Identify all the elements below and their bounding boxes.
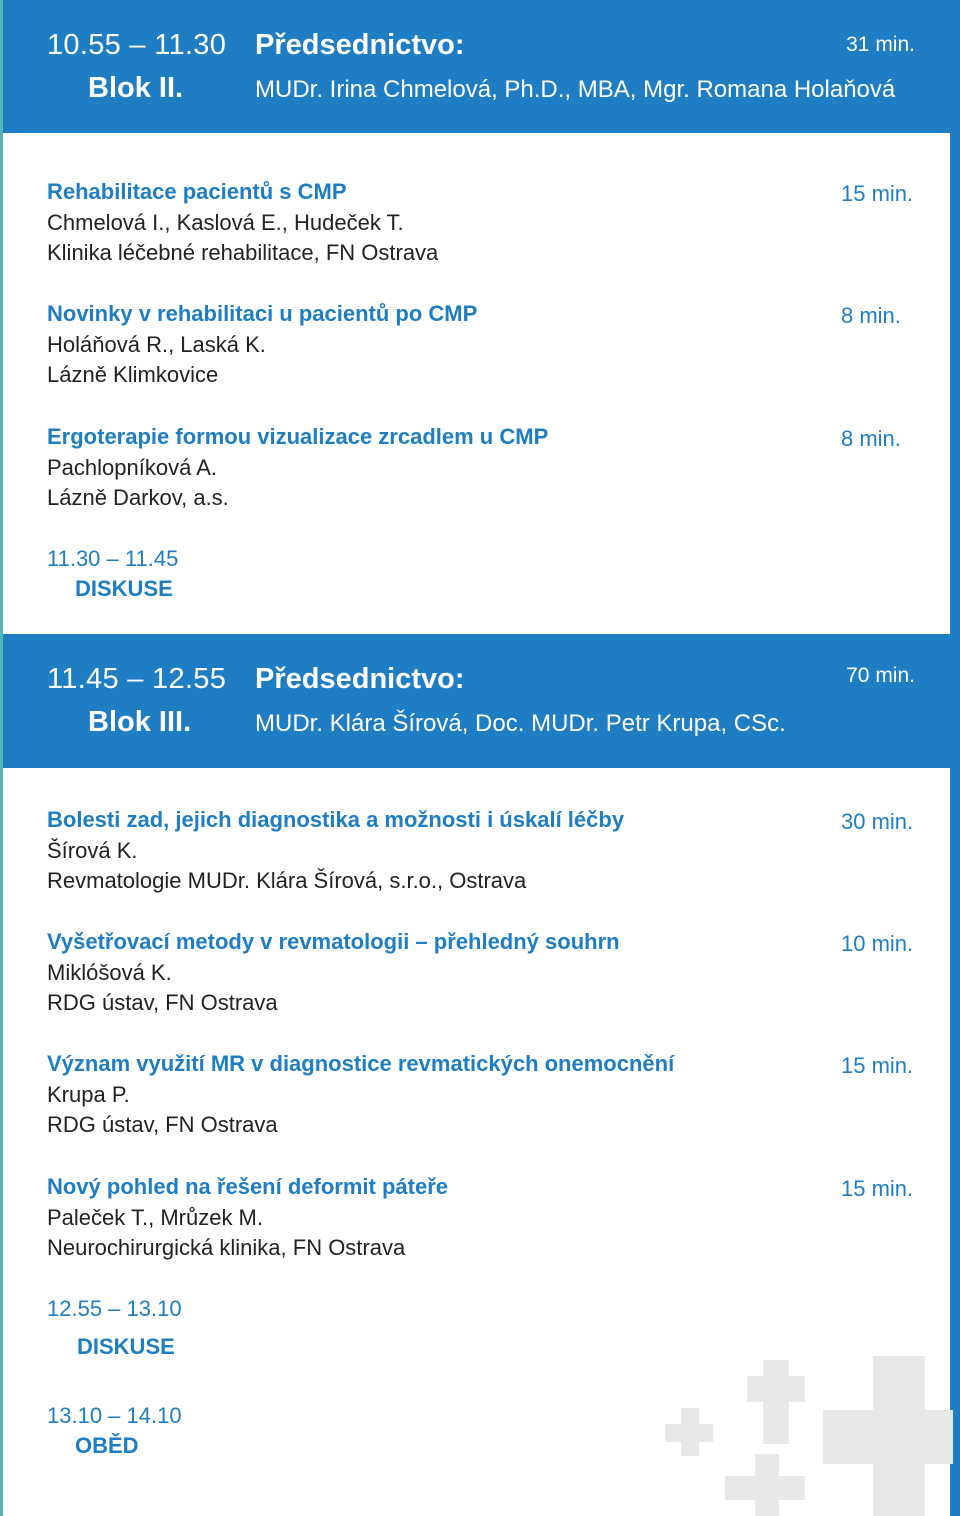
discussion-label: DISKUSE xyxy=(77,1334,175,1359)
talk-duration: 30 min. xyxy=(841,809,914,834)
talk-title: Rehabilitace pacientů s CMP xyxy=(47,179,347,204)
block-3-label: Blok III. xyxy=(88,706,192,738)
talk-institution: RDG ústav, FN Ostrava xyxy=(47,990,278,1015)
block-3-chair-label: Předsednictvo: xyxy=(255,663,465,695)
talk-title: Význam využití MR v diagnostice revmatických onemocnění xyxy=(47,1051,675,1076)
talk-title: Bolesti zad, jejich diagnostika a možnosti i úskalí léčby xyxy=(47,807,625,832)
talk-duration: 15 min. xyxy=(841,1176,914,1201)
lunch-time: 13.10 – 14.10 xyxy=(47,1403,182,1428)
block-2-time: 10.55 – 11.30 xyxy=(47,29,227,61)
talk-authors: Paleček T., Mrůzek M. xyxy=(47,1205,263,1230)
talk-duration: 10 min. xyxy=(841,931,914,956)
talk-authors: Miklóšová K. xyxy=(47,960,172,985)
block-2-duration: 31 min. xyxy=(846,33,915,56)
talk-institution: Klinika léčebné rehabilitace, FN Ostrava xyxy=(47,240,439,265)
talk-institution: RDG ústav, FN Ostrava xyxy=(47,1112,278,1137)
talk-institution: Lázně Darkov, a.s. xyxy=(47,485,229,510)
talk-institution: Revmatologie MUDr. Klára Šírová, s.r.o., Ostrava xyxy=(47,868,527,893)
block-3-chair-names: MUDr. Klára Šírová, Doc. MUDr. Petr Krupa, CSc. xyxy=(255,710,786,737)
talk-title: Novinky v rehabilitaci u pacientů po CMP xyxy=(47,301,478,326)
talk-authors: Holáňová R., Laská K. xyxy=(47,332,266,357)
talk-authors: Šírová K. xyxy=(47,838,138,863)
block-2-label: Blok II. xyxy=(88,72,184,104)
lunch-label: OBĚD xyxy=(75,1433,139,1458)
medical-cross-icons xyxy=(3,0,960,1516)
talk-institution: Neurochirurgická klinika, FN Ostrava xyxy=(47,1235,406,1260)
talk-title: Ergoterapie formou vizualizace zrcadlem u CMP xyxy=(47,424,549,449)
talk-authors: Chmelová I., Kaslová E., Hudeček T. xyxy=(47,210,404,235)
talk-institution: Lázně Klimkovice xyxy=(47,362,219,387)
discussion-time: 12.55 – 13.10 xyxy=(47,1296,182,1321)
talk-duration: 15 min. xyxy=(841,181,914,206)
block-3-time: 11.45 – 12.55 xyxy=(47,663,227,695)
talk-duration: 15 min. xyxy=(841,1053,914,1078)
talk-title: Vyšetřovací metody v revmatologii – přehledný souhrn xyxy=(47,929,620,954)
talk-authors: Krupa P. xyxy=(47,1082,130,1107)
discussion-time: 11.30 – 11.45 xyxy=(47,546,179,571)
block-2-chair-names: MUDr. Irina Chmelová, Ph.D., MBA, Mgr. Romana Holaňová xyxy=(255,76,896,103)
talk-duration: 8 min. xyxy=(841,426,901,451)
talk-duration: 8 min. xyxy=(841,303,901,328)
discussion-label: DISKUSE xyxy=(75,576,173,601)
talk-authors: Pachlopníková A. xyxy=(47,455,218,480)
block-2-chair-label: Předsednictvo: xyxy=(255,29,465,61)
talk-title: Nový pohled na řešení deformit páteře xyxy=(47,1174,448,1199)
block-3-duration: 70 min. xyxy=(846,664,915,687)
